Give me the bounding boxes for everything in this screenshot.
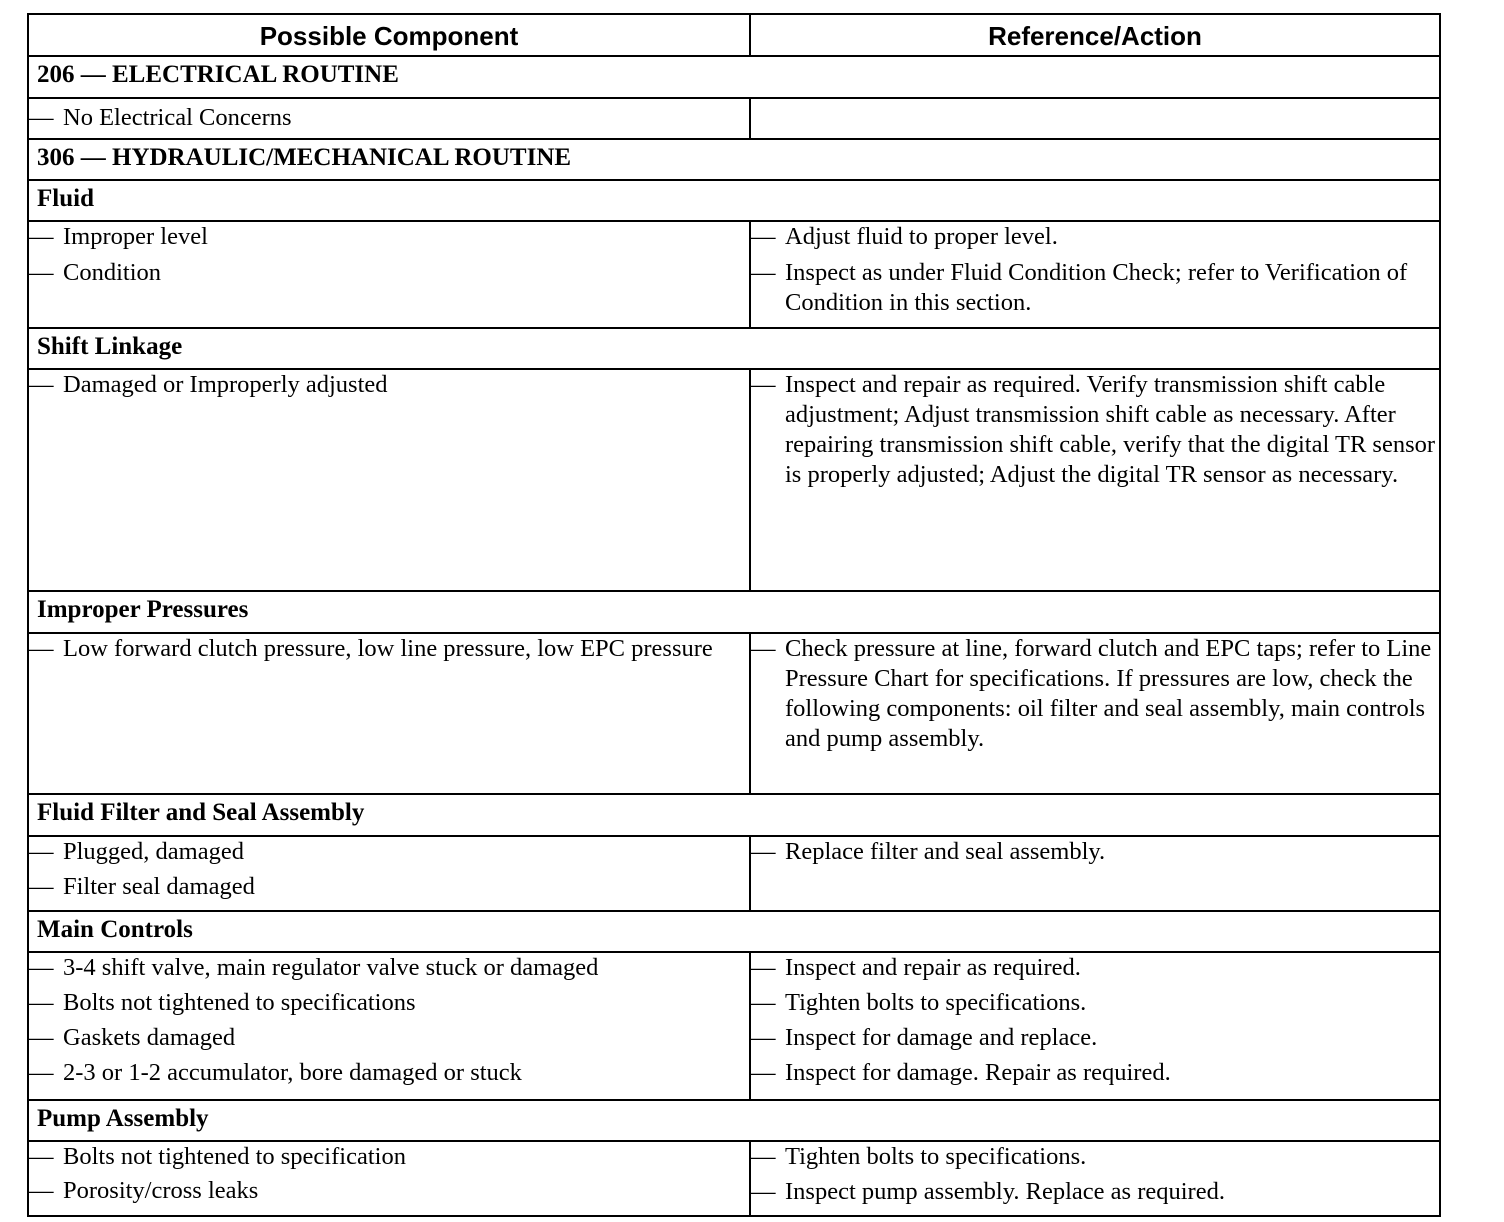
component-text: No Electrical Concerns	[63, 104, 292, 131]
table-row	[28, 369, 1440, 591]
dash-marker: —	[751, 371, 776, 398]
table-row	[28, 221, 1440, 328]
action-cell	[750, 836, 1440, 911]
component-item	[29, 103, 749, 133]
dash-marker: —	[751, 1143, 776, 1170]
column-header-action: Reference/Action	[750, 14, 1440, 56]
component-item	[29, 837, 749, 867]
action-item	[751, 837, 1439, 867]
dash-marker: —	[751, 635, 776, 662]
dash-marker: —	[751, 1024, 776, 1051]
dash-marker: —	[751, 954, 776, 981]
component-text: Bolts not tightened to specification	[63, 1143, 406, 1170]
action-cell	[750, 952, 1440, 1100]
action-cell	[750, 369, 1440, 591]
dash-marker: —	[29, 223, 54, 250]
component-text: Plugged, damaged	[63, 838, 244, 865]
dash-marker: —	[29, 1177, 54, 1204]
action-cell	[750, 98, 1440, 139]
section-title-pressures: Improper Pressures	[28, 591, 1440, 633]
component-cell	[28, 1141, 750, 1216]
component-text: Bolts not tightened to specifications	[63, 989, 416, 1016]
table-row	[28, 836, 1440, 911]
dash-marker: —	[29, 371, 54, 398]
component-item	[29, 634, 749, 664]
component-item	[29, 988, 749, 1018]
table-row	[28, 952, 1440, 1100]
component-item	[29, 1023, 749, 1053]
table-row	[28, 1141, 1440, 1216]
component-item	[29, 1176, 749, 1206]
section-row	[28, 794, 1440, 836]
dash-marker: —	[29, 1024, 54, 1051]
column-header-component: Possible Component	[28, 14, 750, 56]
dash-marker: —	[751, 259, 776, 286]
component-cell	[28, 98, 750, 139]
dash-marker: —	[751, 1059, 776, 1086]
component-item	[29, 1058, 749, 1088]
section-row	[28, 180, 1440, 221]
action-text: Tighten bolts to specifications.	[785, 1143, 1087, 1170]
action-item	[751, 1023, 1439, 1053]
dash-marker: —	[29, 873, 54, 900]
dash-marker: —	[751, 838, 776, 865]
action-text: Inspect and repair as required.	[785, 954, 1081, 981]
component-cell	[28, 836, 750, 911]
table-row	[28, 98, 1440, 139]
section-title-main-controls: Main Controls	[28, 911, 1440, 952]
dash-marker: —	[29, 838, 54, 865]
component-item	[29, 872, 749, 902]
section-title-filter: Fluid Filter and Seal Assembly	[28, 794, 1440, 836]
action-text: Inspect for damage and replace.	[785, 1024, 1098, 1051]
section-title-fluid: Fluid	[28, 180, 1440, 221]
action-item	[751, 370, 1439, 490]
dash-marker: —	[29, 1143, 54, 1170]
component-cell	[28, 952, 750, 1100]
component-cell	[28, 369, 750, 591]
action-cell	[750, 633, 1440, 794]
action-item	[751, 634, 1439, 754]
action-item	[751, 258, 1439, 318]
action-text: Inspect pump assembly. Replace as required.	[785, 1178, 1225, 1205]
action-item	[751, 1058, 1439, 1088]
section-title-shift-linkage: Shift Linkage	[28, 328, 1440, 369]
component-text: 3-4 shift valve, main regulator valve stuck or damaged	[63, 954, 599, 981]
action-item	[751, 222, 1439, 252]
section-row	[28, 911, 1440, 952]
component-item	[29, 1142, 749, 1172]
table-row	[28, 633, 1440, 794]
component-text: Condition	[63, 259, 162, 286]
section-title-electrical: 206 — ELECTRICAL ROUTINE	[28, 56, 1440, 98]
action-item	[751, 1142, 1439, 1172]
dash-marker: —	[29, 635, 54, 662]
component-cell	[28, 633, 750, 794]
component-item	[29, 953, 749, 983]
component-text: Porosity/cross leaks	[63, 1177, 259, 1204]
dash-marker: —	[29, 1059, 54, 1086]
dash-marker: —	[29, 104, 54, 131]
action-text: Replace filter and seal assembly.	[785, 838, 1106, 865]
section-title-pump: Pump Assembly	[28, 1100, 1440, 1141]
action-item	[751, 1177, 1439, 1207]
action-item	[751, 953, 1439, 983]
table-header-row	[28, 14, 1440, 56]
action-text: Inspect for damage. Repair as required.	[785, 1059, 1171, 1086]
dash-marker: —	[29, 259, 54, 286]
component-item	[29, 222, 749, 252]
action-text: Inspect as under Fluid Condition Check; refer to Verification of Condition in this section.	[785, 259, 1408, 316]
component-text: 2-3 or 1-2 accumulator, bore damaged or stuck	[63, 1059, 522, 1086]
action-item	[751, 988, 1439, 1018]
section-row	[28, 591, 1440, 633]
dash-marker: —	[29, 954, 54, 981]
action-cell	[750, 221, 1440, 328]
section-row	[28, 139, 1440, 180]
component-cell	[28, 221, 750, 328]
section-row	[28, 328, 1440, 369]
component-text: Filter seal damaged	[63, 873, 255, 900]
section-title-hydraulic: 306 — HYDRAULIC/MECHANICAL ROUTINE	[28, 139, 1440, 180]
component-item	[29, 370, 749, 400]
component-item	[29, 258, 749, 288]
component-text: Low forward clutch pressure, low line pressure, low EPC pressure	[63, 635, 713, 662]
dash-marker: —	[29, 989, 54, 1016]
diagnostic-table	[27, 13, 1441, 1217]
action-text: Inspect and repair as required. Verify transmission shift cable adjustment; Adjust transmission shift cable as necessary. After repairing transmission shift cable, verify that the digital TR sensor is properly adjusted; Adjust the digital TR sensor as necessary.	[785, 371, 1436, 488]
section-row	[28, 1100, 1440, 1141]
action-text: Adjust fluid to proper level.	[785, 223, 1058, 250]
component-text: Damaged or Improperly adjusted	[63, 371, 388, 398]
action-text: Check pressure at line, forward clutch and EPC taps; refer to Line Pressure Chart for specifications. If pressures are low, check the following components: oil filter and seal assembly, main controls and pump assembly.	[785, 635, 1432, 752]
component-text: Gaskets damaged	[63, 1024, 236, 1051]
action-text: Tighten bolts to specifications.	[785, 989, 1087, 1016]
action-cell	[750, 1141, 1440, 1216]
dash-marker: —	[751, 989, 776, 1016]
section-row	[28, 56, 1440, 98]
component-text: Improper level	[63, 223, 208, 250]
dash-marker: —	[751, 223, 776, 250]
dash-marker: —	[751, 1178, 776, 1205]
